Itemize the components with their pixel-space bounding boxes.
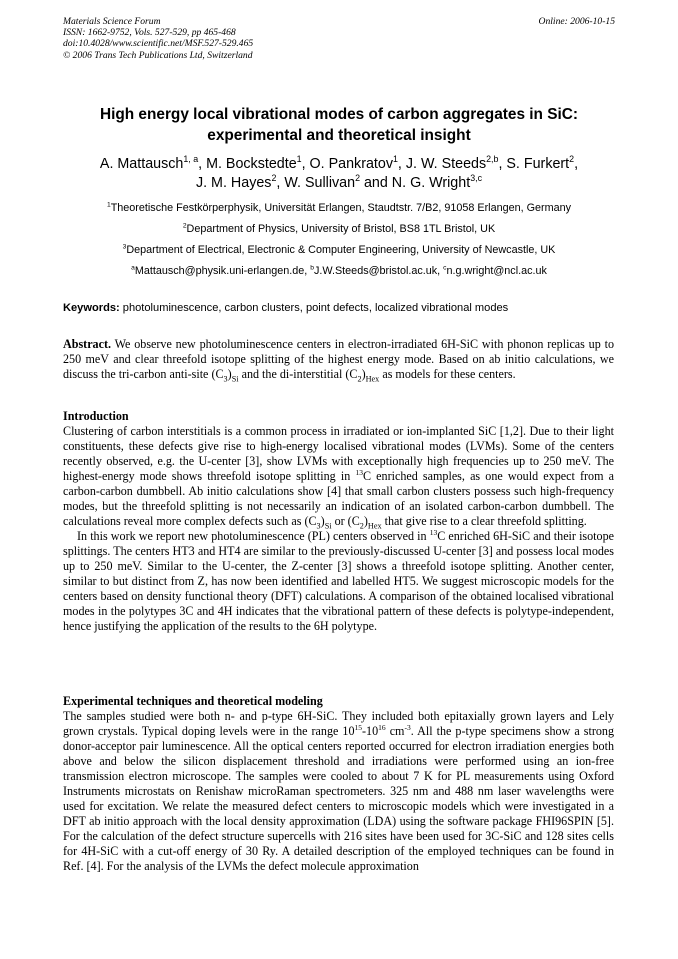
affiliation-1: [40, 202, 638, 215]
online-date: Online: 2006-10-15: [538, 16, 615, 27]
experimental-paragraph: The samples studied were both n- and p-type 6H-SiC. They included both epitaxially grown layers and Lely grown crystals. Typical doping levels were in the range $10^{15}-10^{16}$ $cm^{-3}$. All the p-type specimens show a strong donor-acceptor pair luminescence. All the optical centers reported occurred for electron irradiation energies both above and below the silicon displacement threshold and irradiations were performed using an ion-free transmission electron microscope. The samples were cooled to about 7 K for PL measurements using Oxford Instruments microstats on Renishaw microRaman spectrometers. 325 nm and 488 nm laser wavelengths were used for excitation. We relate the measured defect centers to microscopic models which were investigated in a DFT ab initio approach with the local density approximation (LDA) using the software package FHI96SPIN [5]. For the calculation of the defect structure supercells with 216 sites have been used for 3C-SiC and 128 sites cells for 4H-SiC with a cut-off energy of 30 Ry. A detailed description of the employed techniques can be found in Ref. [4]. For the analysis of the LVMs the defect molecule approximation: [63, 709, 614, 873]
email-link[interactable]: J.W.Steeds@bristol.ac.uk,: [313, 265, 444, 277]
abstract-label: Abstract.: [63, 337, 112, 351]
journal-name: Materials Science Forum: [63, 16, 161, 27]
intro-paragraph-2: In this work we report new photoluminescence (PL) centers observed in $^{13}$C enriched 6H-SiC and their isotope splittings. The centers HT3 and HT4 are similar to the previously-discussed U-center [3] and possess local modes up to 250 meV. Similar to the U-center, the Z-center [3] shows a threefold isotope splitting. Another center, similar to but distinct from Z, has now been identified and labelled HT5. We suggest microscopic models for the centers based on density functional theory (DFT) calculations. A comparison of the obtained localised vibrational modes in the polytypes 3C and 4H indicates that the vibrational pattern of these defects is polytype-independent, hence justifying the application of the results to the 6H polytype.: [63, 527, 614, 633]
introduction-section: [63, 409, 614, 634]
email-mark: c: [443, 264, 447, 272]
subscript: 3: [223, 374, 228, 384]
author-affil-mark: 1: [392, 154, 398, 165]
affiliation-2: [40, 223, 638, 236]
author-name: and N. G. Wright: [360, 175, 471, 191]
experimental-section: [63, 694, 614, 874]
paper-title: [40, 104, 638, 146]
journal-header: [63, 16, 253, 61]
affil-text: Theoretische Festkörperphysik, Universität Erlangen, Staudtstr. 7/B2, 91058 Erlangen, Germany: [110, 202, 572, 214]
author-affil-mark: 2: [569, 154, 575, 165]
keywords-text: photoluminescence, carbon clusters, point defects, localized vibrational modes: [119, 302, 509, 314]
author-name: , W. Sullivan: [276, 175, 356, 191]
affil-mark: 2: [182, 222, 187, 230]
copyright-line: © 2006 Trans Tech Publications Ltd, Switzerland: [63, 49, 253, 61]
author-line-2: [40, 174, 638, 193]
affil-mark: 1: [106, 201, 111, 209]
subscript: Hex: [365, 374, 380, 384]
abstract-text: and the di-interstitial (C: [238, 367, 358, 381]
author-affil-mark: 2: [355, 173, 360, 184]
section-heading: Introduction: [63, 409, 129, 423]
author-affil-mark: 2: [271, 173, 277, 184]
subscript: Si: [231, 374, 239, 384]
affil-text: Department of Physics, University of Bristol, BS8 1TL Bristol, UK: [186, 223, 496, 235]
author-affil-mark: 3,c: [470, 173, 483, 184]
affil-text: Department of Electrical, Electronic & Computer Engineering, University of Newcastle, UK: [126, 244, 556, 256]
affil-mark: 3: [122, 243, 127, 251]
abstract: Abstract. We observe new photoluminescence centers in electron-irradiated 6H-SiC with phonon replicas up to 250 meV and clear threefold isotope splitting of the highest energy mode. Based on ab initio calculations, we discuss the tri-carbon anti-site $(C_3)_{Si}$ and the di-interstitial $(C_2)_{Hex}$ as models for these centers.: [63, 337, 614, 384]
author-name: , O. Pankratov: [301, 156, 393, 172]
author-affil-mark: 2,b: [486, 154, 499, 165]
section-heading: Experimental techniques and theoretical modeling: [63, 694, 323, 708]
email-link[interactable]: n.g.wright@ncl.ac.uk: [446, 265, 547, 277]
author-affil-mark: 1: [296, 154, 302, 165]
author-separator: ,: [574, 156, 579, 172]
issn-line: ISSN: 1662-9752, Vols. 527-529, pp 465-468: [63, 27, 236, 39]
intro-paragraph-1: Clustering of carbon interstitials is a common process in irradiated or ion-implanted SiC [1,2]. Due to their light constituents, these defects give rise to high-energy localised vibrational modes (LVMs). Some of the centers recently observed, e.g. the U-center [3], show LVMs with exceptionally high frequencies up to 250 meV. The highest-energy mode shows threefold isotope splitting in $^{13}$C enriched samples, as one would expect from a carbon-carbon dumbbell. Ab initio calculations show [4] that small carbon clusters possess such high-frequency modes, but the threefold splitting is not necessarily an indication of an isolated carbon-carbon dumbbell. The calculations reveal more complex defects such as $(C_3)_{Si}$ or $(C_2)_{Hex}$ that give rise to a clear threefold splitting.: [63, 424, 615, 531]
abstract-text: We observe new photoluminescence centers in electron-irradiated 6H-SiC with phonon replicas up to 250 meV and clear threefold isotope splitting of the highest energy mode. Based on ab initio calculations, we discuss the tri-carbon anti-site (C: [63, 337, 614, 381]
author-list: [40, 155, 638, 193]
email-mark: a: [131, 264, 135, 272]
subscript: 2: [357, 374, 362, 384]
author-name: A. Mattausch: [99, 156, 184, 172]
email-mark: b: [310, 264, 314, 272]
author-line-1: [40, 155, 638, 174]
email-link[interactable]: Mattausch@physik.uni-erlangen.de,: [134, 265, 311, 277]
abstract-text: as models for these centers.: [379, 367, 516, 381]
keywords: [63, 302, 623, 314]
author-name: J. M. Hayes: [195, 175, 272, 191]
author-name: , M. Bockstedte: [198, 156, 297, 172]
email-line: [40, 265, 638, 278]
keywords-label: Keywords:: [63, 302, 120, 314]
title-line-1: High energy local vibrational modes of carbon aggregates in SiC:: [99, 106, 579, 123]
title-line-2: experimental and theoretical insight: [207, 127, 471, 144]
author-affil-mark: 1, a: [183, 154, 199, 165]
author-name: , J. W. Steeds: [397, 156, 487, 172]
author-name: , S. Furkert: [498, 156, 570, 172]
affiliation-3: [40, 244, 638, 257]
doi-line: doi:10.4028/www.scientific.net/MSF.527-529.465: [63, 38, 254, 50]
